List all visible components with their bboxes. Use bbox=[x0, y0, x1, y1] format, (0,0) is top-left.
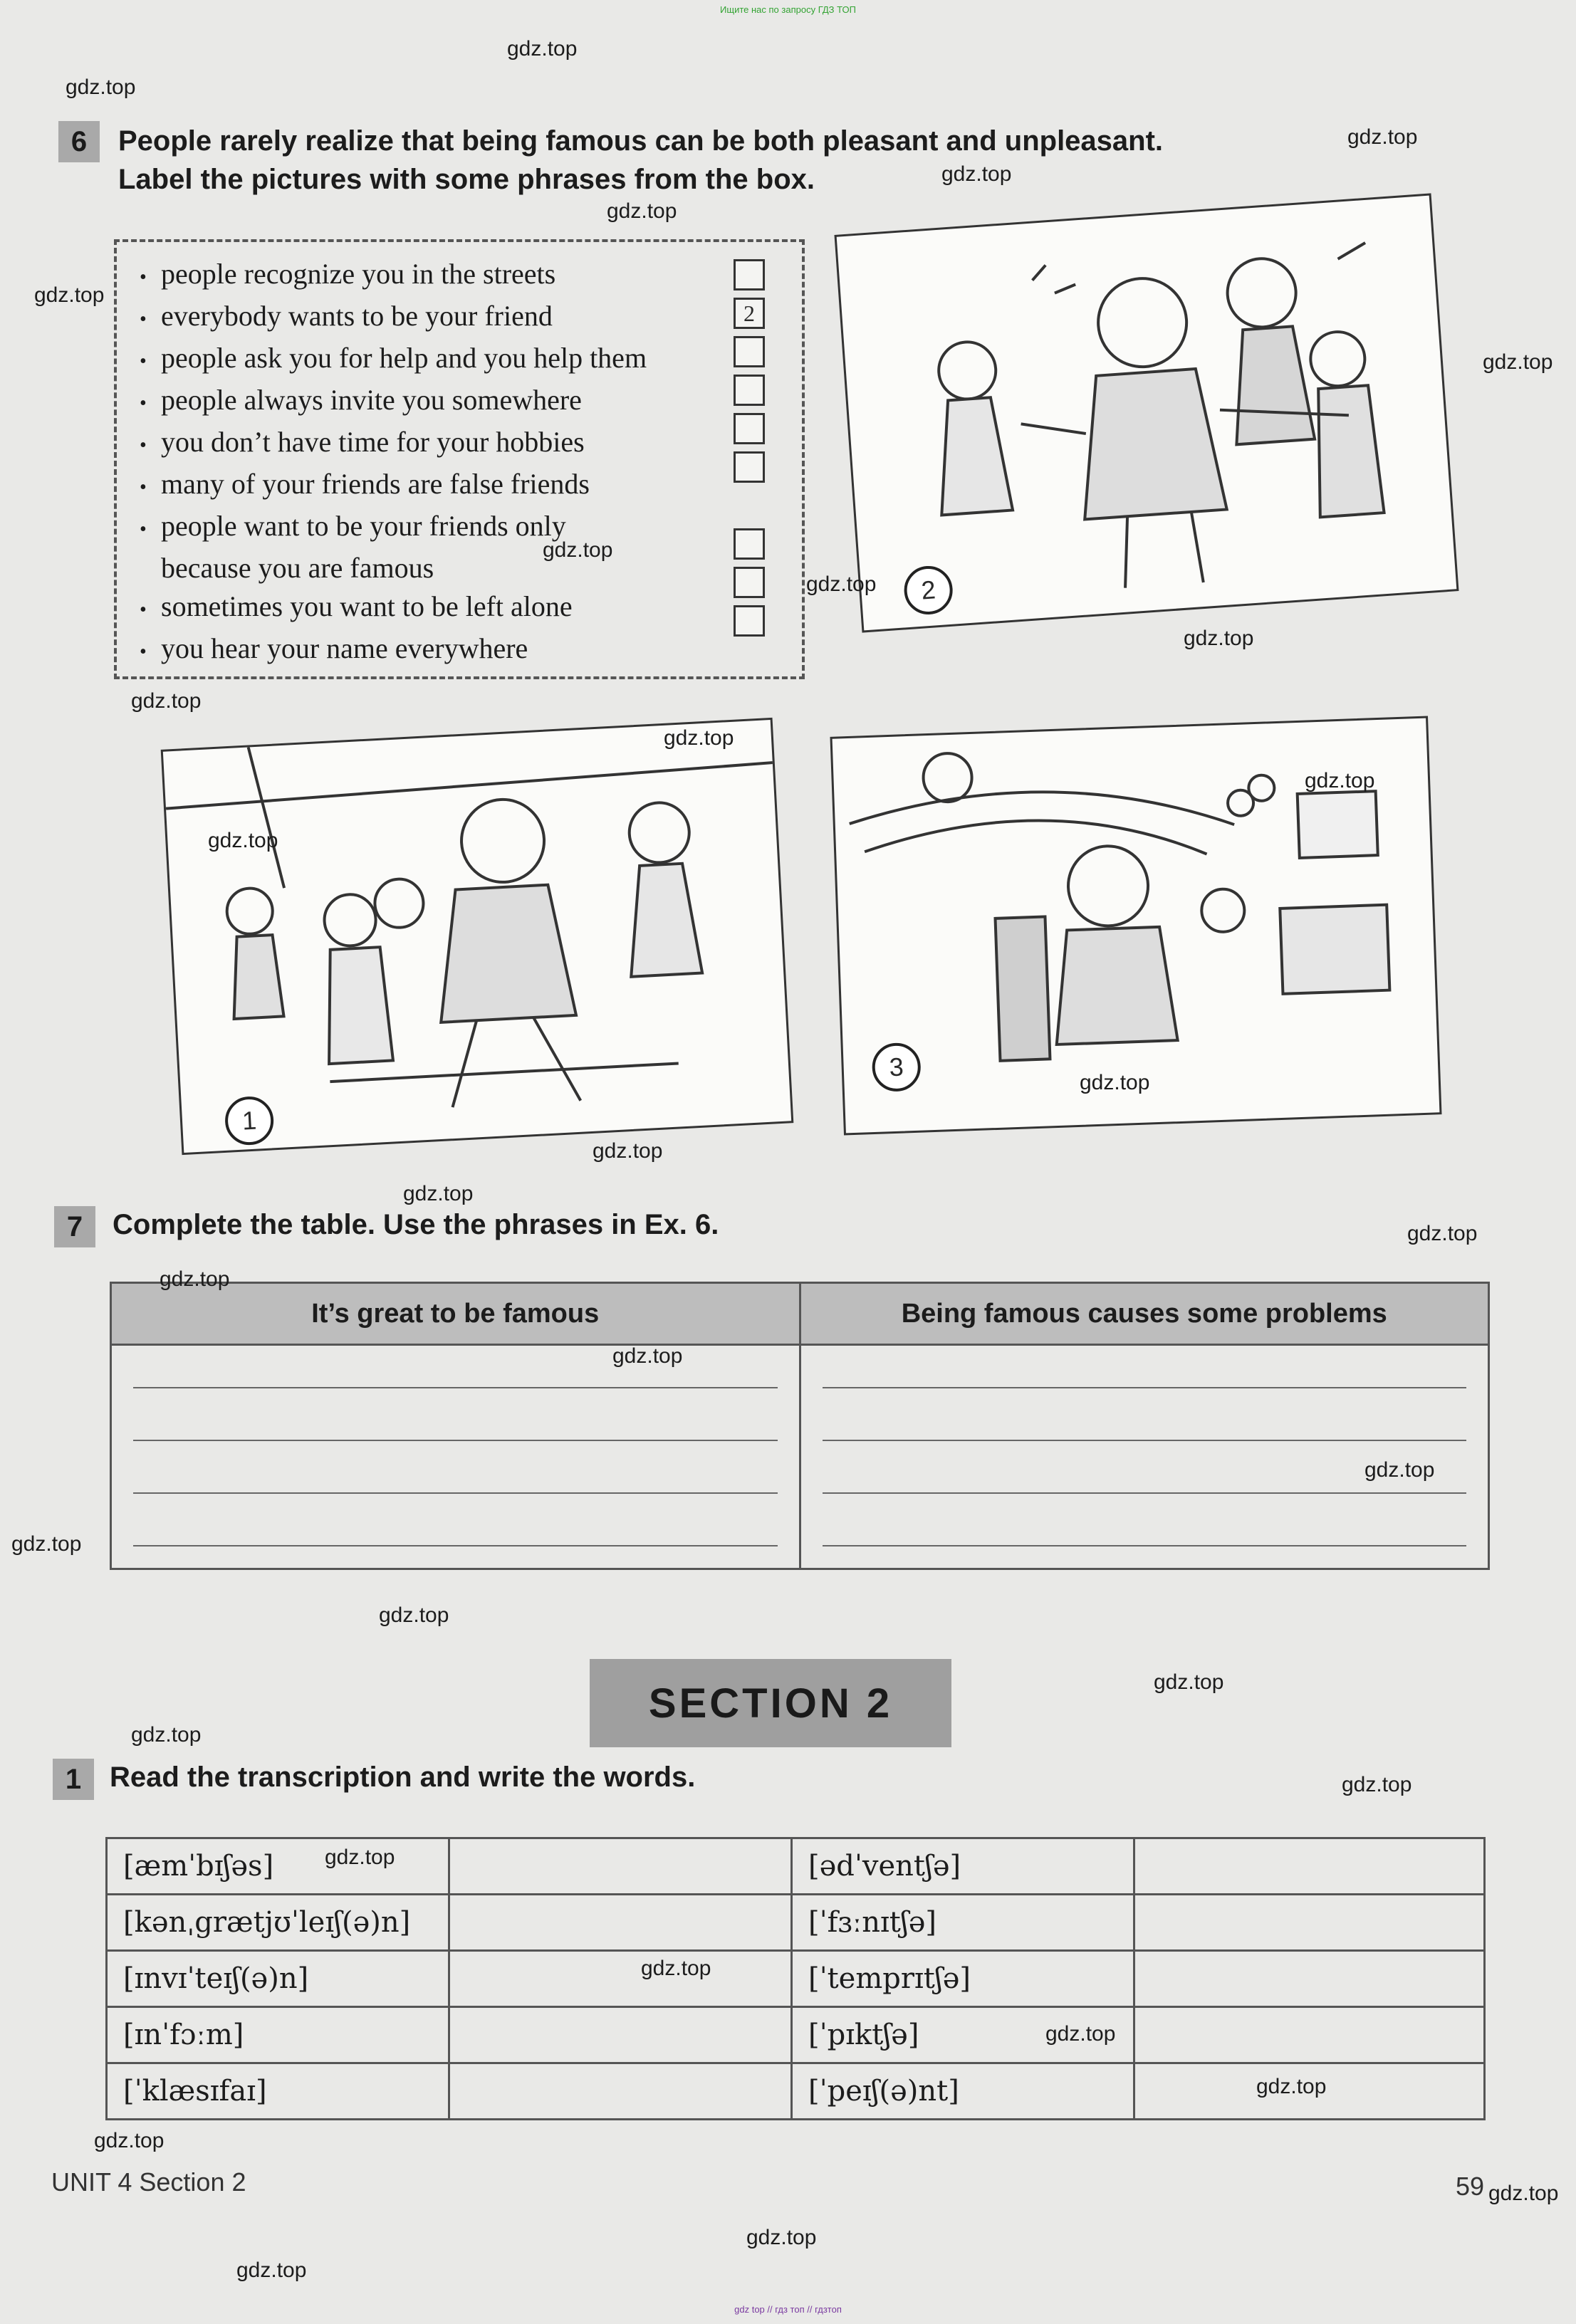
answer-cell[interactable] bbox=[449, 1951, 792, 2007]
watermark: gdz.top bbox=[236, 2258, 307, 2282]
transcription-cell: [ədˈventʃə] bbox=[792, 1838, 1134, 1895]
watermark: gdz.top bbox=[403, 1182, 474, 1205]
exercise-7-title: Complete the table. Use the phrases in Ex. 6. bbox=[113, 1209, 719, 1240]
exercise-1-title: Read the transcription and write the words. bbox=[110, 1762, 696, 1793]
answer-cell[interactable] bbox=[1134, 1951, 1485, 2007]
watermark: gdz.top bbox=[34, 283, 105, 307]
answer-cell[interactable] bbox=[449, 2063, 792, 2120]
watermark: gdz.top bbox=[593, 1139, 663, 1163]
picture-1-walking-street bbox=[161, 718, 794, 1155]
watermark: gdz.top bbox=[806, 572, 877, 596]
watermark: gdz.top bbox=[1483, 350, 1553, 374]
footer-section-label: Section 2 bbox=[139, 2167, 246, 2197]
watermark: gdz.top bbox=[208, 829, 278, 852]
picture-number: 3 bbox=[872, 1042, 922, 1092]
watermark: gdz.top bbox=[379, 1603, 449, 1627]
answer-line bbox=[823, 1545, 1467, 1546]
picture-number: 1 bbox=[224, 1095, 274, 1146]
phrase-item: • people want to be your friends only bbox=[140, 510, 566, 542]
page-number: 59 bbox=[1456, 2172, 1485, 2201]
phrase-item: • everybody wants to be your friend bbox=[140, 300, 553, 332]
watermark: gdz.top bbox=[1080, 1071, 1150, 1094]
famous-table bbox=[110, 1282, 1490, 1570]
table-row bbox=[107, 1838, 1485, 1895]
watermark: gdz.top bbox=[1342, 1773, 1412, 1796]
cartoon-street-illustration bbox=[163, 720, 793, 1155]
watermark: gdz.top bbox=[160, 1267, 230, 1291]
transcription-cell: [ˈfɜːnɪtʃə] bbox=[792, 1895, 1134, 1951]
transcription-cell: [ˈtemprɪtʃə] bbox=[792, 1951, 1134, 2007]
watermark: gdz.top bbox=[1364, 1458, 1435, 1482]
phrase-item: • people recognize you in the streets bbox=[140, 258, 556, 290]
answer-box[interactable] bbox=[734, 605, 765, 637]
phrase-item: • people always invite you somewhere bbox=[140, 384, 582, 416]
phrase-item: • you hear your name everywhere bbox=[140, 632, 528, 664]
watermark: gdz.top bbox=[1407, 1222, 1478, 1245]
answer-cell-problems[interactable] bbox=[800, 1345, 1489, 1569]
exercise-6-title-line2: Label the pictures with some phrases from the box. bbox=[118, 164, 815, 195]
answer-cell[interactable] bbox=[1134, 1838, 1485, 1895]
exercise-6-title-line1: People rarely realize that being famous can be both pleasant and unpleasant. bbox=[118, 125, 1164, 157]
answer-line bbox=[133, 1492, 778, 1494]
watermark: gdz.top bbox=[543, 538, 613, 562]
watermark: gdz.top bbox=[131, 689, 202, 713]
footer-unit-label: UNIT 4 bbox=[51, 2167, 132, 2197]
watermark: gdz.top bbox=[1347, 125, 1418, 149]
phrase-item: • sometimes you want to be left alone bbox=[140, 590, 573, 622]
transcription-cell: [æmˈbɪʃəs] bbox=[107, 1838, 449, 1895]
answer-cell-great[interactable] bbox=[111, 1345, 800, 1569]
phrase-item: • people ask you for help and you help them bbox=[140, 342, 647, 374]
answer-line bbox=[133, 1387, 778, 1388]
answer-cell[interactable] bbox=[449, 1838, 792, 1895]
transcription-cell: [ˈpɪktʃə] bbox=[792, 2007, 1134, 2063]
watermark: gdz.top bbox=[1256, 2075, 1327, 2098]
answer-line bbox=[823, 1492, 1467, 1494]
footer-unit bbox=[51, 2167, 246, 2197]
answer-line bbox=[823, 1440, 1467, 1441]
watermark: gdz.top bbox=[11, 1532, 82, 1556]
bottom-banner: gdz top // гдз топ // гдзтоп bbox=[734, 2304, 842, 2315]
phrase-item-continuation: because you are famous bbox=[161, 552, 434, 584]
answer-box[interactable] bbox=[734, 259, 765, 290]
watermark: gdz.top bbox=[325, 1846, 395, 1869]
picture-number: 2 bbox=[902, 565, 954, 617]
watermark: gdz.top bbox=[507, 37, 578, 61]
watermark: gdz.top bbox=[1305, 769, 1375, 792]
transcription-cell: [ɪnˈfɔːm] bbox=[107, 2007, 449, 2063]
watermark: gdz.top bbox=[607, 199, 677, 223]
phrase-list bbox=[140, 255, 647, 671]
transcription-cell: [ɪnvɪˈteɪʃ(ə)n] bbox=[107, 1951, 449, 2007]
transcription-cell: [ˈpeɪʃ(ə)nt] bbox=[792, 2063, 1134, 2120]
exercise-1-number: 1 bbox=[53, 1759, 94, 1800]
answer-line bbox=[133, 1440, 778, 1441]
watermark: gdz.top bbox=[94, 2129, 165, 2152]
exercise-7-number: 7 bbox=[54, 1206, 95, 1247]
answer-box[interactable] bbox=[734, 375, 765, 406]
answer-box[interactable] bbox=[734, 336, 765, 367]
top-banner: Ищите нас по запросу ГДЗ ТОП bbox=[720, 4, 856, 15]
table-row bbox=[107, 1895, 1485, 1951]
transcription-cell: [kənˌgrætjʊˈleɪʃ(ə)n] bbox=[107, 1895, 449, 1951]
watermark: gdz.top bbox=[641, 1957, 711, 1980]
watermark: gdz.top bbox=[131, 1723, 202, 1747]
answer-box[interactable] bbox=[734, 567, 765, 598]
answer-box[interactable] bbox=[734, 413, 765, 444]
phrase-item: • many of your friends are false friends bbox=[140, 468, 590, 500]
table-row bbox=[107, 1951, 1485, 2007]
watermark: gdz.top bbox=[941, 162, 1012, 186]
watermark: gdz.top bbox=[612, 1344, 683, 1368]
answer-cell[interactable] bbox=[1134, 1895, 1485, 1951]
exercise-6-number: 6 bbox=[58, 121, 100, 162]
watermark: gdz.top bbox=[1154, 1670, 1224, 1694]
watermark: gdz.top bbox=[66, 75, 136, 99]
table-row bbox=[107, 2007, 1485, 2063]
answer-line bbox=[133, 1545, 778, 1546]
watermark: gdz.top bbox=[1045, 2022, 1116, 2046]
watermark: gdz.top bbox=[1488, 2182, 1559, 2205]
answer-cell[interactable] bbox=[1134, 2007, 1485, 2063]
phrase-item: • you don’t have time for your hobbies bbox=[140, 426, 585, 458]
column-header-great: It’s great to be famous bbox=[111, 1283, 800, 1345]
column-header-problems: Being famous causes some problems bbox=[800, 1283, 1489, 1345]
section-heading: SECTION 2 bbox=[590, 1659, 951, 1747]
answer-cell[interactable] bbox=[449, 1895, 792, 1951]
watermark: gdz.top bbox=[1184, 627, 1254, 650]
answer-box[interactable]: 2 bbox=[734, 298, 765, 329]
answer-cell[interactable] bbox=[449, 2007, 792, 2063]
picture-2-crowd-of-friends bbox=[834, 193, 1458, 632]
watermark: gdz.top bbox=[664, 726, 734, 750]
answer-box[interactable] bbox=[734, 528, 765, 560]
answer-line bbox=[823, 1387, 1467, 1388]
answer-box[interactable] bbox=[734, 451, 765, 483]
watermark: gdz.top bbox=[746, 2226, 817, 2249]
transcription-cell: [ˈklæsɪfaɪ] bbox=[107, 2063, 449, 2120]
